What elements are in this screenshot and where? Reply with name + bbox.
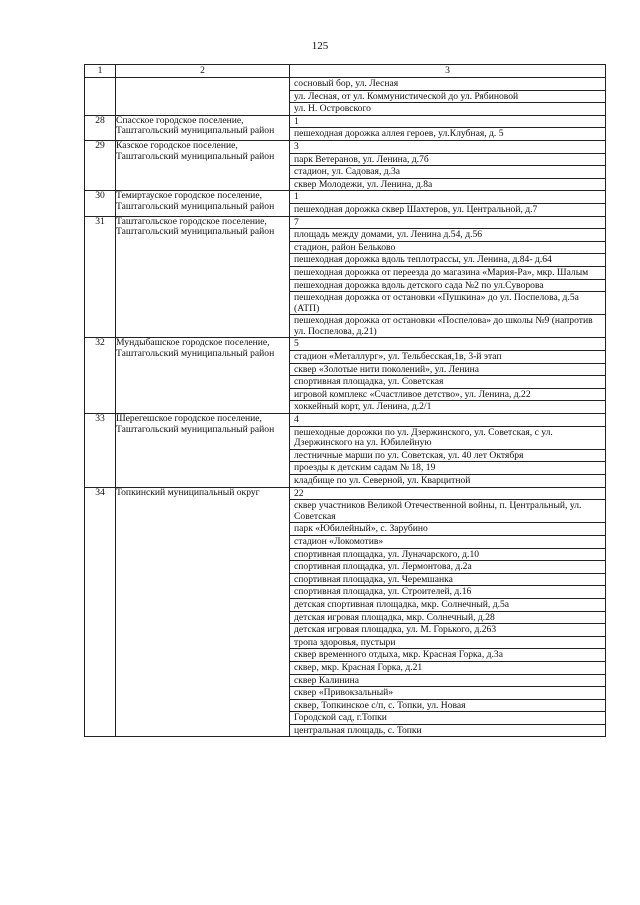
- object-item: пешеходная дорожка от остановки «Поспелова» до школы №9 (напротив ул. Поспелова, д.21): [290, 314, 605, 337]
- table-row: [85, 191, 606, 216]
- row-number-cell: 28: [85, 115, 116, 140]
- object-item: лестничные марши по ул. Советская, ул. 40 лет Октября: [290, 449, 605, 462]
- object-item: стадион, район Бельково: [290, 241, 605, 254]
- municipality-name-cell: Таштагольское городское поселение, Таштагольский муниципальный район: [116, 216, 290, 338]
- header-cell-municipality: 2: [116, 65, 290, 78]
- object-item: спортивная площадка, ул. Советская: [290, 375, 605, 388]
- object-item: спортивная площадка, ул. Строителей, д.16: [290, 585, 605, 598]
- object-item: сквер Молодежи, ул. Ленина, д.8а: [290, 178, 605, 191]
- object-item: стадион «Локомотив»: [290, 535, 605, 548]
- header-cell-number: 1: [85, 65, 116, 78]
- object-item: детская спортивная площадка, мкр. Солнечный, д.5а: [290, 598, 605, 611]
- object-item: сквер, Топкинское с/п, с. Топки, ул. Новая: [290, 699, 605, 712]
- object-item: Городской сад, г.Топки: [290, 711, 605, 724]
- document-table: [84, 64, 606, 737]
- table-body: [85, 65, 606, 737]
- object-item: тропа здоровья, пустыри: [290, 636, 605, 649]
- table-row: [85, 216, 606, 338]
- object-item: сосновый бор, ул. Лесная: [294, 78, 399, 89]
- municipality-name-cell: Мундыбашское городское поселение, Таштагольский муниципальный район: [116, 338, 290, 414]
- object-item: сквер временного отдыха, мкр. Красная Горка, д.3а: [290, 648, 605, 661]
- object-item: пешеходная дорожка вдоль теплотрассы, ул. Ленина, д.84- д.64: [290, 253, 605, 266]
- table-row: [85, 115, 606, 140]
- object-item: проезды к детским садам № 18, 19: [290, 461, 605, 474]
- municipality-name-cell: [116, 78, 290, 116]
- row-number-cell: [85, 78, 116, 116]
- object-item: парк Ветеранов, ул. Ленина, д.7б: [290, 153, 605, 166]
- object-item: детская игровая площадка, ул. М. Горького, д.263: [290, 623, 605, 636]
- objects-cell: [290, 191, 606, 216]
- row-number-cell: 30: [85, 191, 116, 216]
- objects-cell: [290, 78, 606, 116]
- municipality-name-cell: Топкинский муниципальный округ: [116, 487, 290, 737]
- object-item: парк «Юбилейный», с. Зарубино: [290, 522, 605, 535]
- object-item: спортивная площадка, ул. Лермонтова, д.2а: [290, 560, 605, 573]
- object-item: 5: [294, 338, 299, 350]
- object-item: пешеходная дорожка от переезда до магазина «Мария-Ра», мкр. Шалым: [290, 266, 605, 279]
- object-item: 7: [294, 216, 299, 228]
- object-item: площадь между домами, ул. Ленина д.54, д.56: [290, 228, 605, 241]
- municipality-name-cell: Казское городское поселение, Таштагольский муниципальный район: [116, 140, 290, 190]
- municipality-name-cell: Темиртауское городское поселение, Таштагольский муниципальный район: [116, 191, 290, 216]
- table-row: [85, 78, 606, 116]
- object-item: спортивная площадка, ул. Черемшанка: [290, 573, 605, 586]
- page-number: 125: [311, 40, 329, 52]
- object-item: хоккейный корт, ул. Ленина, д.2/1: [290, 400, 605, 413]
- object-item: 22: [294, 487, 304, 499]
- objects-cell: [290, 216, 606, 338]
- object-item: стадион, ул. Садовая, д.3а: [290, 165, 605, 178]
- object-item: 3: [294, 140, 299, 152]
- objects-cell: [290, 140, 606, 190]
- row-number-cell: 32: [85, 338, 116, 414]
- object-item: пешеходная дорожка от остановки «Пушкина» до ул. Поспелова, д.5а (АТП): [290, 291, 605, 314]
- object-item: пешеходная дорожка вдоль детского сада №2 по ул.Суворова: [290, 279, 605, 292]
- object-item: стадион «Металлург», ул. Тельбесская,1в, 3-й этап: [290, 350, 605, 363]
- object-item: пешеходные дорожки по ул. Дзержинского, ул. Советская, с ул. Дзержинского на ул. Юбилейную: [290, 426, 605, 449]
- table-row: [85, 414, 606, 488]
- object-item: сквер Калинина: [290, 674, 605, 687]
- object-item: сквер участников Великой Отечественной войны, п. Центральный, ул. Советская: [290, 499, 605, 522]
- objects-cell: [290, 338, 606, 414]
- object-item: детская игровая площадка, мкр. Солнечный, д.28: [290, 611, 605, 624]
- object-item: ул. Лесная, от ул. Коммунистической до ул. Рябиновой: [290, 90, 605, 103]
- row-number-cell: 29: [85, 140, 116, 190]
- object-item: пешеходная дорожка сквер Шахтеров, ул. Центральной, д.7: [290, 203, 605, 216]
- objects-cell: [290, 414, 606, 488]
- object-item: кладбище по ул. Северной, ул. Кварцитной: [290, 474, 605, 487]
- table-row: [85, 487, 606, 737]
- object-item: игровой комплекс «Счастливое детство», ул. Ленина, д.22: [290, 388, 605, 401]
- header-cell-objects: 3: [290, 65, 606, 78]
- object-item: центральная площадь, с. Топки: [290, 724, 605, 737]
- row-number-cell: 34: [85, 487, 116, 737]
- municipality-name-cell: Спасское городское поселение, Таштагольский муниципальный район: [116, 115, 290, 140]
- row-number-cell: 31: [85, 216, 116, 338]
- table-row: [85, 140, 606, 190]
- row-number-cell: 33: [85, 414, 116, 488]
- municipality-name-cell: Шерегешское городское поселение, Таштагольский муниципальный район: [116, 414, 290, 488]
- objects-cell: [290, 487, 606, 737]
- object-item: ул. Н. Островского: [290, 102, 605, 115]
- object-item: пешеходная дорожка аллея героев, ул.Клубная, д. 5: [290, 127, 605, 140]
- object-item: спортивная площадка, ул. Луначарского, д.10: [290, 548, 605, 561]
- objects-cell: [290, 115, 606, 140]
- table-row: [85, 338, 606, 414]
- object-item: сквер «Золотые нити поколений», ул. Ленина: [290, 363, 605, 376]
- object-item: сквер «Привокзальный»: [290, 686, 605, 699]
- object-item: 1: [294, 115, 299, 127]
- header-row: [85, 65, 606, 78]
- object-item: 1: [294, 191, 299, 203]
- object-item: 4: [294, 414, 299, 426]
- object-item: сквер, мкр. Красная Горка, д.21: [290, 661, 605, 674]
